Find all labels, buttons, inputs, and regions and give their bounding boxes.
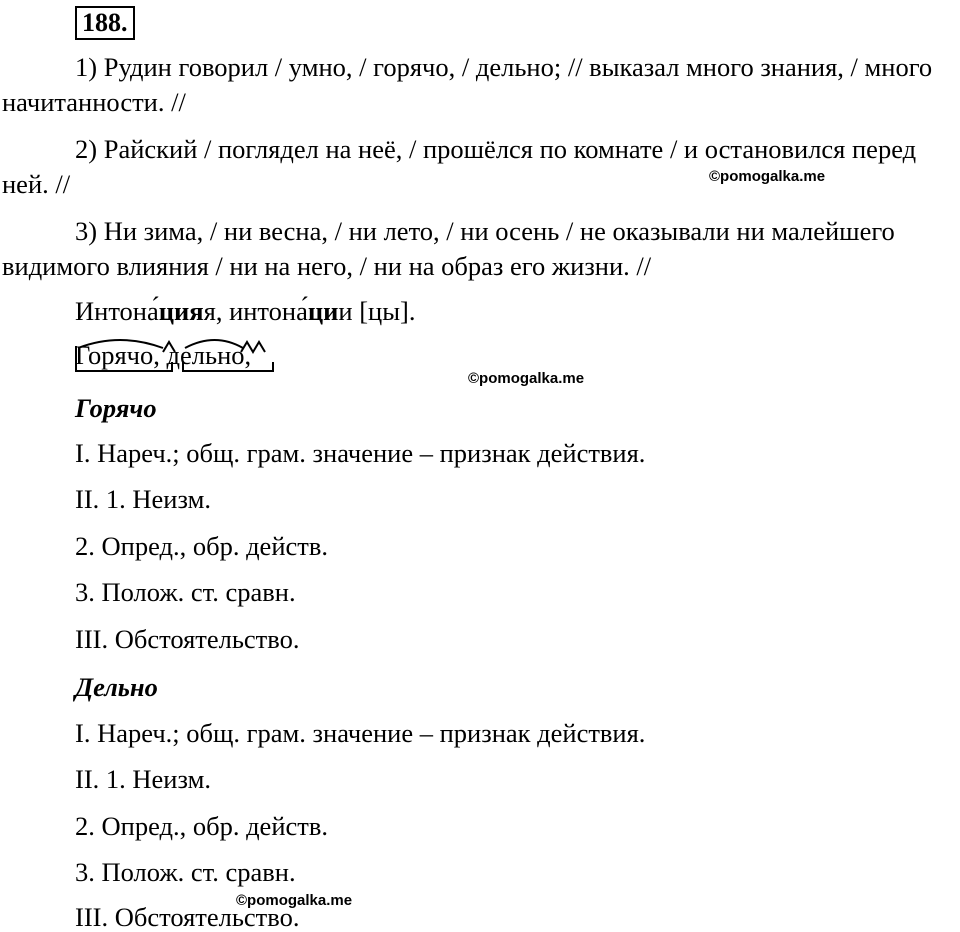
morph-word-2: дельно: [166, 340, 245, 370]
intonation-line: [75, 296, 415, 326]
intonation-bold: ци: [307, 296, 339, 326]
analysis-1-item: I. Нареч.; общ. грам. значение – признак действия.: [75, 438, 646, 468]
morph-trailing: ,: [244, 340, 252, 370]
analysis-2-item: III. Обстоятельство.: [75, 902, 300, 932]
sentence-1-text: 1) Рудин говорил / умно, / горячо, / дельно; // выказал много знания, / много начитанности. //: [2, 52, 933, 117]
intonation-part: Интона́: [75, 296, 159, 326]
watermark: ©pomogalka.me: [709, 168, 826, 185]
analysis-1-item: 3. Полож. ст. сравн.: [75, 577, 296, 607]
morphemic-analysis: [75, 330, 285, 375]
sentence-2: [2, 132, 957, 202]
analysis-title-1: Горячо: [75, 393, 157, 423]
analysis-2-item: 3. Полож. ст. сравн.: [75, 857, 296, 887]
exercise-number: 188.: [75, 6, 135, 40]
intonation-part: и [цы].: [338, 296, 416, 326]
watermark: ©pomogalka.me: [236, 892, 353, 909]
sentence-2-text: 2) Райский / поглядел на неё, / прошёлся по комнате / и остановился перед ней. //: [2, 134, 917, 199]
intonation-part: я, интона́: [203, 296, 308, 326]
analysis-title-2: Дельно: [75, 672, 158, 702]
sentence-1: [2, 50, 957, 120]
intonation-bold: ция: [158, 296, 204, 326]
morphemic-words: [75, 340, 251, 370]
analysis-2-item: II. 1. Неизм.: [75, 764, 211, 794]
analysis-1-item: II. 1. Неизм.: [75, 484, 211, 514]
sentence-3-text: 3) Ни зима, / ни весна, / ни лето, / ни осень / не оказывали ни малейшего видимого влияния / ни на него, / ни на образ его жизни. //: [2, 216, 895, 281]
analysis-1-item: 2. Опред., обр. действ.: [75, 531, 328, 561]
watermark: ©pomogalka.me: [468, 370, 585, 387]
analysis-2-item: I. Нареч.; общ. грам. значение – признак действия.: [75, 718, 646, 748]
analysis-2-item: 2. Опред., обр. действ.: [75, 811, 328, 841]
sentence-3: [2, 214, 957, 284]
morph-separator: ,: [153, 340, 167, 370]
morph-word-1: Горячо: [75, 340, 154, 370]
analysis-1-item: III. Обстоятельство.: [75, 624, 300, 654]
